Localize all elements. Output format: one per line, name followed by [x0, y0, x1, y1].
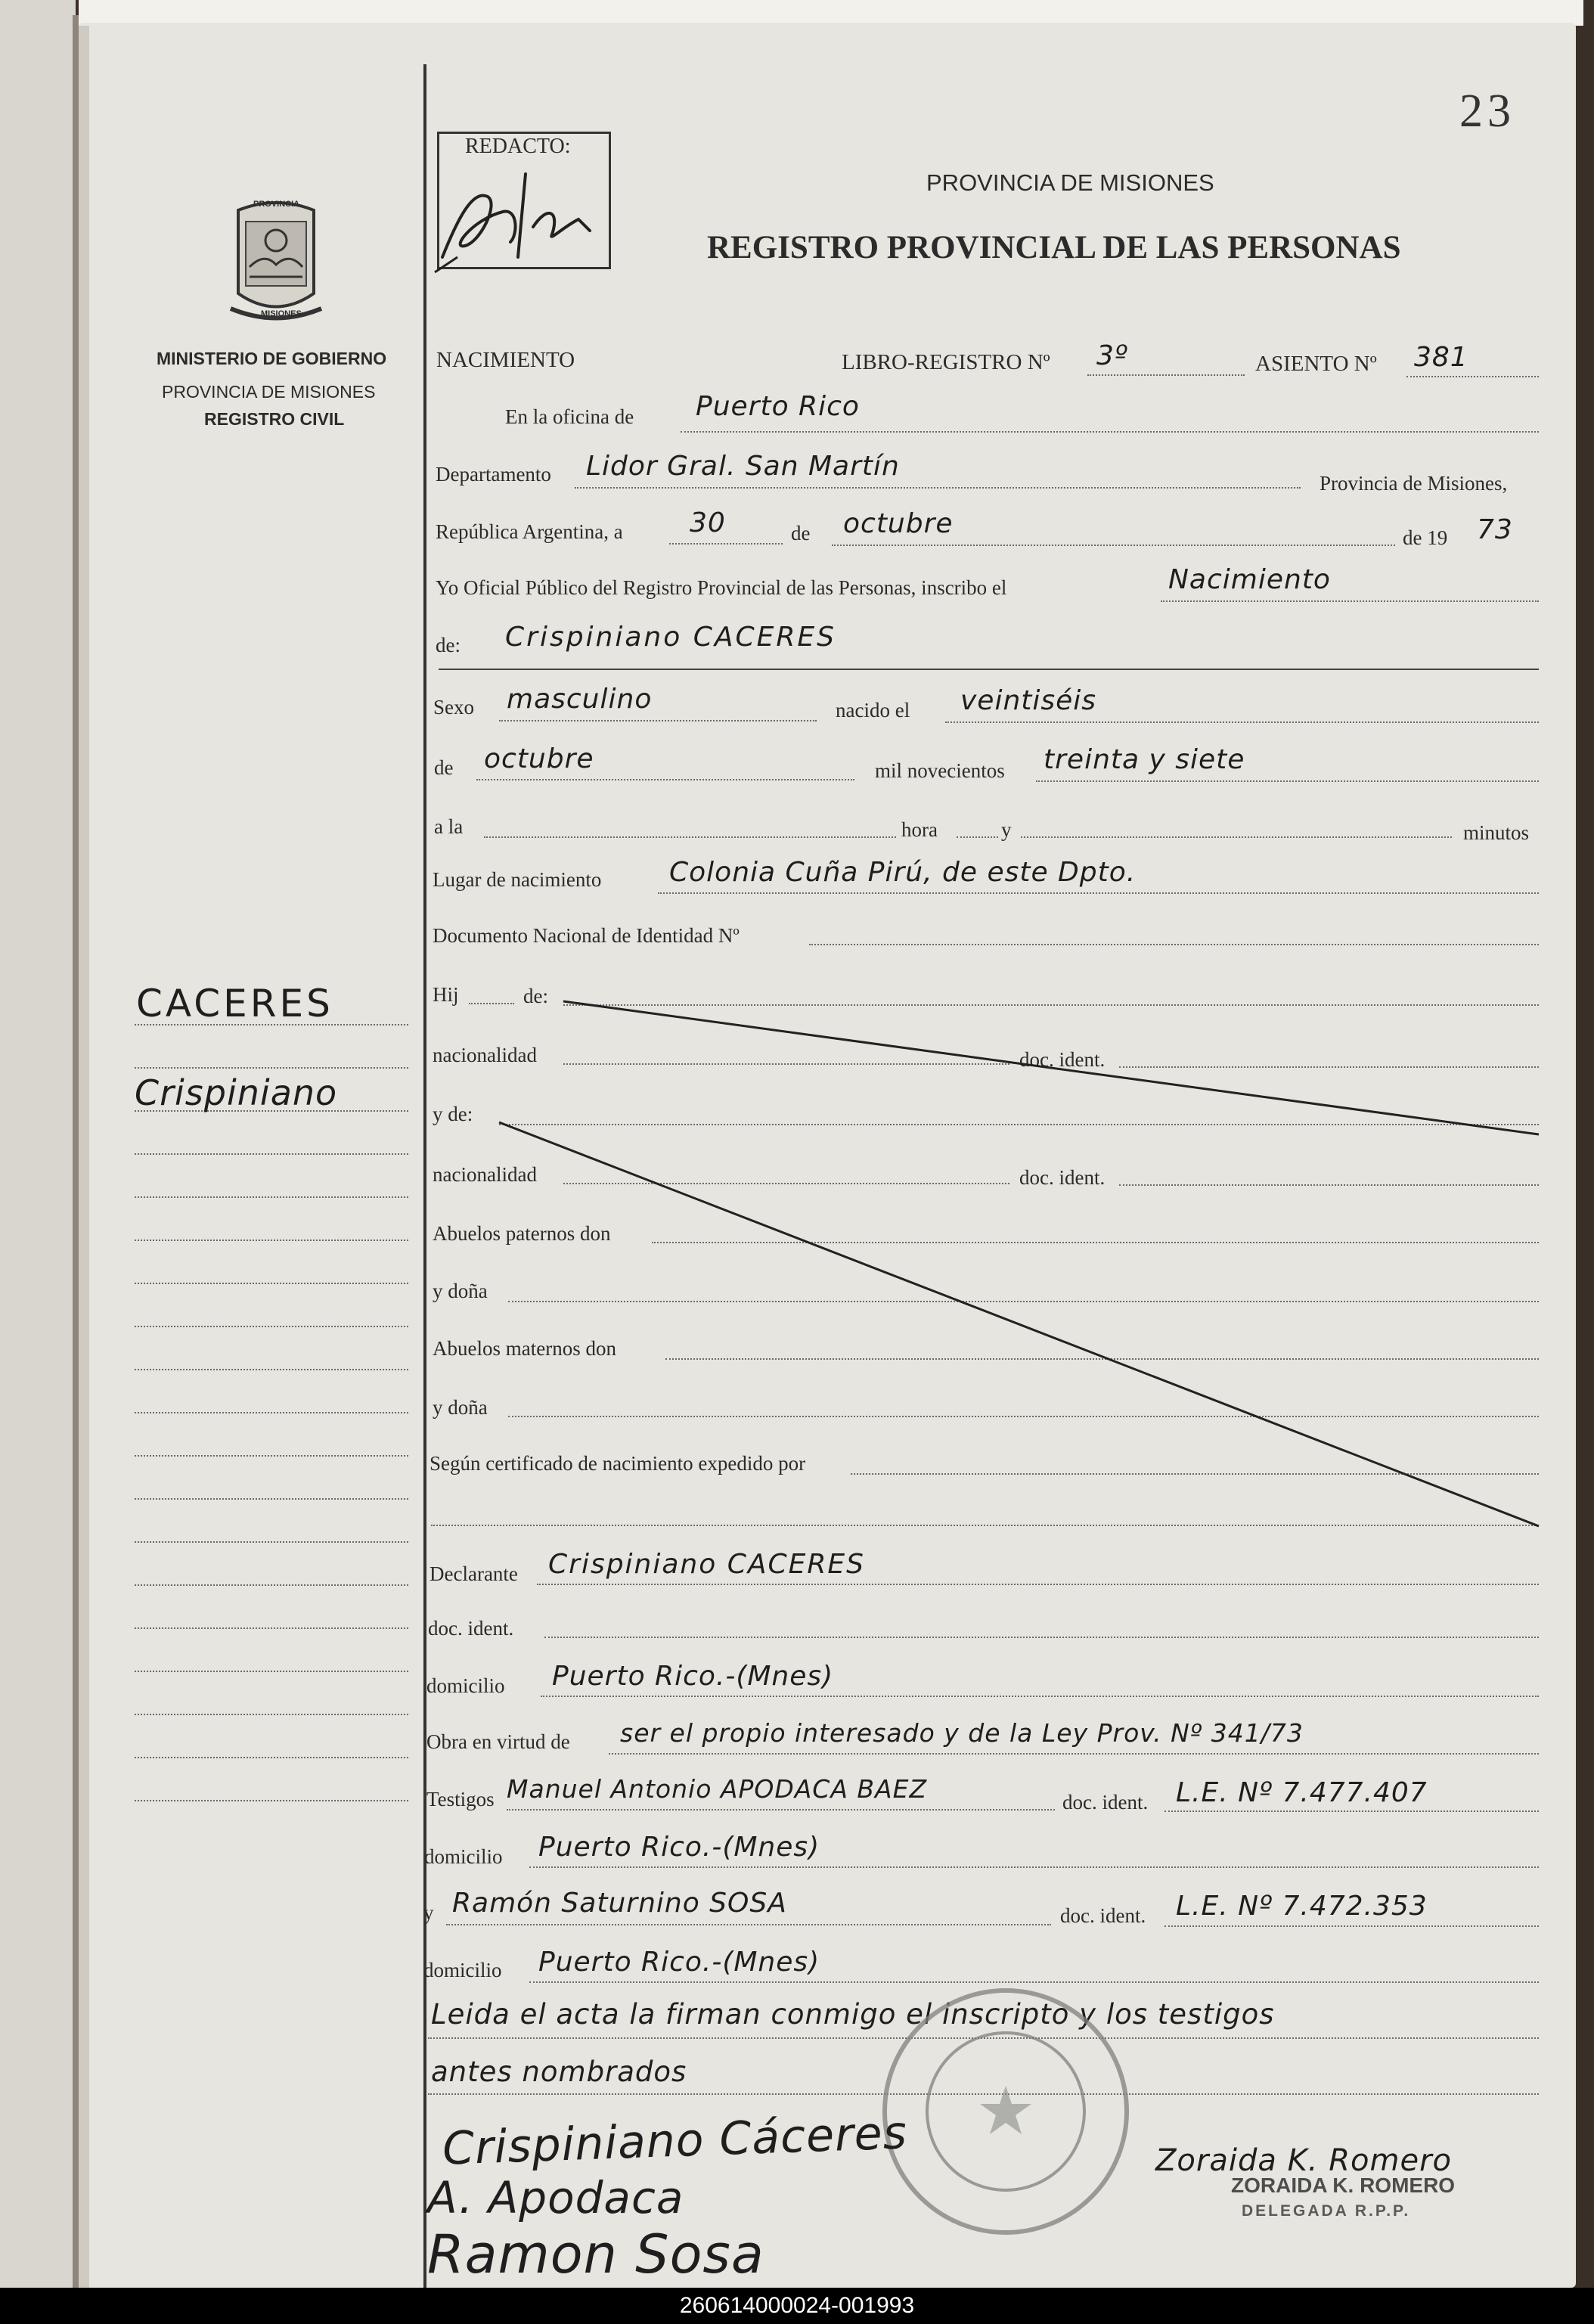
de-year-label: de 19: [1403, 526, 1448, 549]
departamento-value: Lidor Gral. San Martín: [586, 451, 900, 482]
hij-de-label: de:: [523, 985, 548, 1007]
year-value: 73: [1477, 514, 1513, 545]
margin-surname: CACERES: [136, 982, 333, 1025]
page-number: 23: [1459, 85, 1515, 137]
testigo2-doc: L.E. Nº 7.472.353: [1176, 1891, 1428, 1922]
doc-ident-label-3: doc. ident.: [428, 1617, 514, 1640]
signature-testigo-1: A. Apodaca: [427, 2172, 684, 2223]
sexo-value: masculino: [507, 684, 653, 715]
declarante-doc-dots: [544, 1637, 1539, 1638]
ministry-line1: MINISTERIO DE GOBIERNO: [157, 349, 387, 368]
lugar-label: Lugar de nacimiento: [433, 868, 602, 891]
doc-ident-label-5: doc. ident.: [1060, 1904, 1146, 1927]
obra-label: Obra en virtud de: [426, 1730, 570, 1753]
testigo2-doc-dots: [1164, 1925, 1539, 1927]
y-testigo-label: y: [423, 1901, 434, 1924]
oficina-label: En la oficina de: [505, 405, 634, 428]
declarante-label: Declarante: [430, 1562, 518, 1585]
y-label: y: [1001, 818, 1012, 841]
official-name-stamp: ZORAIDA K. ROMERO: [1231, 2174, 1456, 2197]
ministry-line2: PROVINCIA DE MISIONES: [162, 382, 376, 402]
abuelos-mat-label: Abuelos maternos don: [433, 1337, 616, 1360]
libro-value: 3º: [1096, 340, 1128, 371]
footer-bar: [0, 2288, 1594, 2324]
y-dona-label-2: y doña: [433, 1396, 488, 1419]
ala-label: a la: [434, 815, 464, 838]
doc-ident-label-2: doc. ident.: [1019, 1166, 1106, 1189]
nacido-value: veintiséis: [960, 685, 1097, 716]
margin-given-name: Crispiniano: [135, 1072, 338, 1113]
asiento-value: 381: [1414, 342, 1468, 373]
testigo2-dots: [446, 1924, 1051, 1925]
anio-nac-value: treinta y siete: [1044, 744, 1245, 775]
domicilio2-dots: [529, 1866, 1539, 1868]
margin-rule-line: [135, 1627, 408, 1629]
testigo1-doc-dots: [1164, 1810, 1539, 1812]
signature-testigo-2: Ramon Sosa: [427, 2223, 764, 2285]
testigo1-doc: L.E. Nº 7.477.407: [1176, 1777, 1428, 1808]
closing-line-2: antes nombrados: [431, 2056, 687, 2088]
footer-id: 260614000024-001993: [679, 2293, 915, 2318]
domicilio-label-2: domicilio: [424, 1845, 503, 1868]
domicilio-label: domicilio: [426, 1674, 505, 1697]
y-dona-label: y doña: [433, 1280, 488, 1302]
hij-label: Hij: [433, 983, 459, 1006]
abuelos-pat-label: Abuelos paternos don: [433, 1222, 611, 1245]
departamento-label: Departamento: [436, 463, 551, 486]
testigos-label: Testigos: [426, 1788, 495, 1810]
domicilio3-value: Puerto Rico.-(Mnes): [538, 1947, 820, 1978]
header-province: PROVINCIA DE MISIONES: [926, 169, 1214, 196]
record-type-label: NACIMIENTO: [436, 348, 575, 372]
yo-oficial-label: Yo Oficial Público del Registro Provincial de las Personas, inscribo el: [436, 576, 1007, 599]
oficina-value: Puerto Rico: [696, 391, 860, 422]
sexo-label: Sexo: [433, 696, 474, 718]
de-nombre-label: de:: [436, 634, 461, 656]
nacido-label: nacido el: [836, 699, 910, 721]
doc-ident-label-4: doc. ident.: [1062, 1791, 1149, 1814]
official-title-stamp: DELEGADA R.P.P.: [1242, 2202, 1411, 2220]
testigo1-dots: [507, 1809, 1055, 1810]
mes-nac-value: octubre: [484, 743, 594, 774]
provincia-label: Provincia de Misiones,: [1320, 472, 1508, 495]
mil-label: mil novecientos: [875, 759, 1005, 782]
asiento-label: ASIENTO Nº: [1255, 352, 1377, 376]
signature-inscripto: Crispiniano Cáceres: [441, 2106, 908, 2176]
seal-text-bottom: MISIONES: [261, 309, 302, 318]
margin-rule-line: [135, 1757, 408, 1758]
inscribo-value: Nacimiento: [1168, 564, 1331, 595]
margin-rule-line: [135, 1671, 408, 1672]
hora-label: hora: [901, 818, 938, 841]
domicilio-label-3: domicilio: [423, 1959, 502, 1981]
y-de-label: y de:: [433, 1103, 473, 1125]
domicilio2-value: Puerto Rico.-(Mnes): [538, 1832, 820, 1863]
segun-label: Según certificado de nacimiento expedido por: [430, 1452, 806, 1475]
dni-label: Documento Nacional de Identidad Nº: [433, 924, 740, 947]
minutos-label: minutos: [1463, 821, 1530, 844]
nacionalidad-label-2: nacionalidad: [433, 1163, 537, 1186]
de-mes-label: de: [434, 756, 454, 779]
doc-ident-label: doc. ident.: [1019, 1048, 1106, 1071]
signature-official: Zoraida K. Romero: [1155, 2143, 1452, 2178]
lugar-value: Colonia Cuña Pirú, de este Dpto.: [669, 857, 1137, 888]
obra-dots: [609, 1753, 1539, 1755]
de-label: de: [791, 522, 811, 545]
dia-value: 30: [690, 507, 726, 538]
header-title: REGISTRO PROVINCIAL DE LAS PERSONAS: [707, 230, 1401, 265]
declarante-dots: [537, 1584, 1539, 1585]
seal-text-top: PROVINCIA: [253, 200, 300, 209]
redacto-label: REDACTO:: [465, 135, 571, 158]
testigo2-value: Ramón Saturnino SOSA: [452, 1888, 787, 1919]
margin-rule-line: [135, 1714, 408, 1715]
round-seal-stamp: [877, 1983, 1134, 2240]
obra-value: ser el propio interesado y de la Ley Prov. Nº 341/73: [620, 1718, 1304, 1748]
ministry-line3: REGISTRO CIVIL: [204, 409, 345, 429]
declarante-value: Crispiniano CACERES: [548, 1549, 865, 1580]
domicilio-dots: [541, 1696, 1539, 1697]
closing-line-1: Leida el acta la firman conmigo el inscripto y los testigos: [431, 1998, 1275, 2031]
domicilio-value: Puerto Rico.-(Mnes): [552, 1661, 834, 1692]
nombre-value: Crispiniano CACERES: [505, 622, 836, 653]
testigo1-value: Manuel Antonio APODACA BAEZ: [507, 1774, 928, 1804]
republica-label: República Argentina, a: [436, 520, 623, 543]
mes-value: octubre: [843, 508, 954, 539]
margin-rule-line: [135, 1800, 408, 1801]
nacionalidad-label: nacionalidad: [433, 1044, 537, 1066]
libro-label: LIBRO-REGISTRO Nº: [842, 350, 1050, 374]
